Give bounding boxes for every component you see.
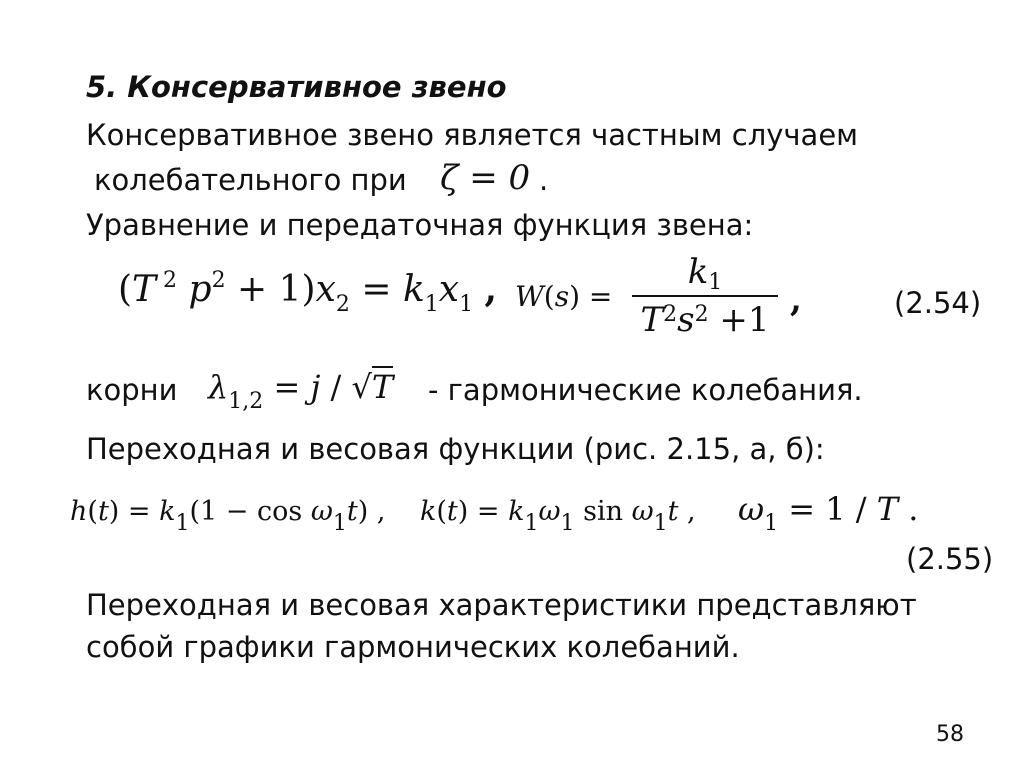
equation-comma: , xyxy=(790,280,802,320)
roots-formula: $\lambda_{1,2} = j / √T$ xyxy=(208,368,394,414)
transient-intro: Переходная и весовая функции (рис. 2.15, а, б): xyxy=(86,432,825,466)
differential-equation: (T $^2$ $p^2 + 1)x_2 = k_1x_1$ , xyxy=(118,268,498,317)
conclusion-line-2: собой графики гармонических колебаний. xyxy=(86,630,740,664)
roots-label: корни xyxy=(86,373,178,407)
section-heading: 5. Консервативное звено xyxy=(86,70,507,104)
roots-description: - гармонические колебания. xyxy=(428,373,863,407)
equation-intro: Уравнение и передаточная функция звена: xyxy=(86,208,754,242)
conclusion-line-1: Переходная и весовая характеристики представляют xyxy=(86,588,917,622)
transfer-function-fraction: k1 $T^2s^2 +1$ xyxy=(632,252,778,340)
intro-line-1: Консервативное звено является частным случаем xyxy=(86,118,859,152)
intro-dot: . xyxy=(539,163,549,197)
equation-number-254: (2.54) xyxy=(894,286,982,320)
transfer-function-lhs: W(s) = xyxy=(515,280,613,313)
impulse-response-formula: $k(t) = k_1\omega_1$ $\sin \omega_1t$ , xyxy=(420,496,696,536)
frequency-formula: $\omega_1 = 1 / T$ . xyxy=(738,490,919,536)
zeta-condition: ζ = 0 xyxy=(440,158,531,198)
intro-line-2: колебательного при xyxy=(94,163,407,197)
equation-number-255: (2.55) xyxy=(906,542,994,576)
step-response-formula: $h(t) = k_1(1 - \cos \omega_1t)$ , xyxy=(70,496,386,536)
page-number: 58 xyxy=(936,722,964,747)
